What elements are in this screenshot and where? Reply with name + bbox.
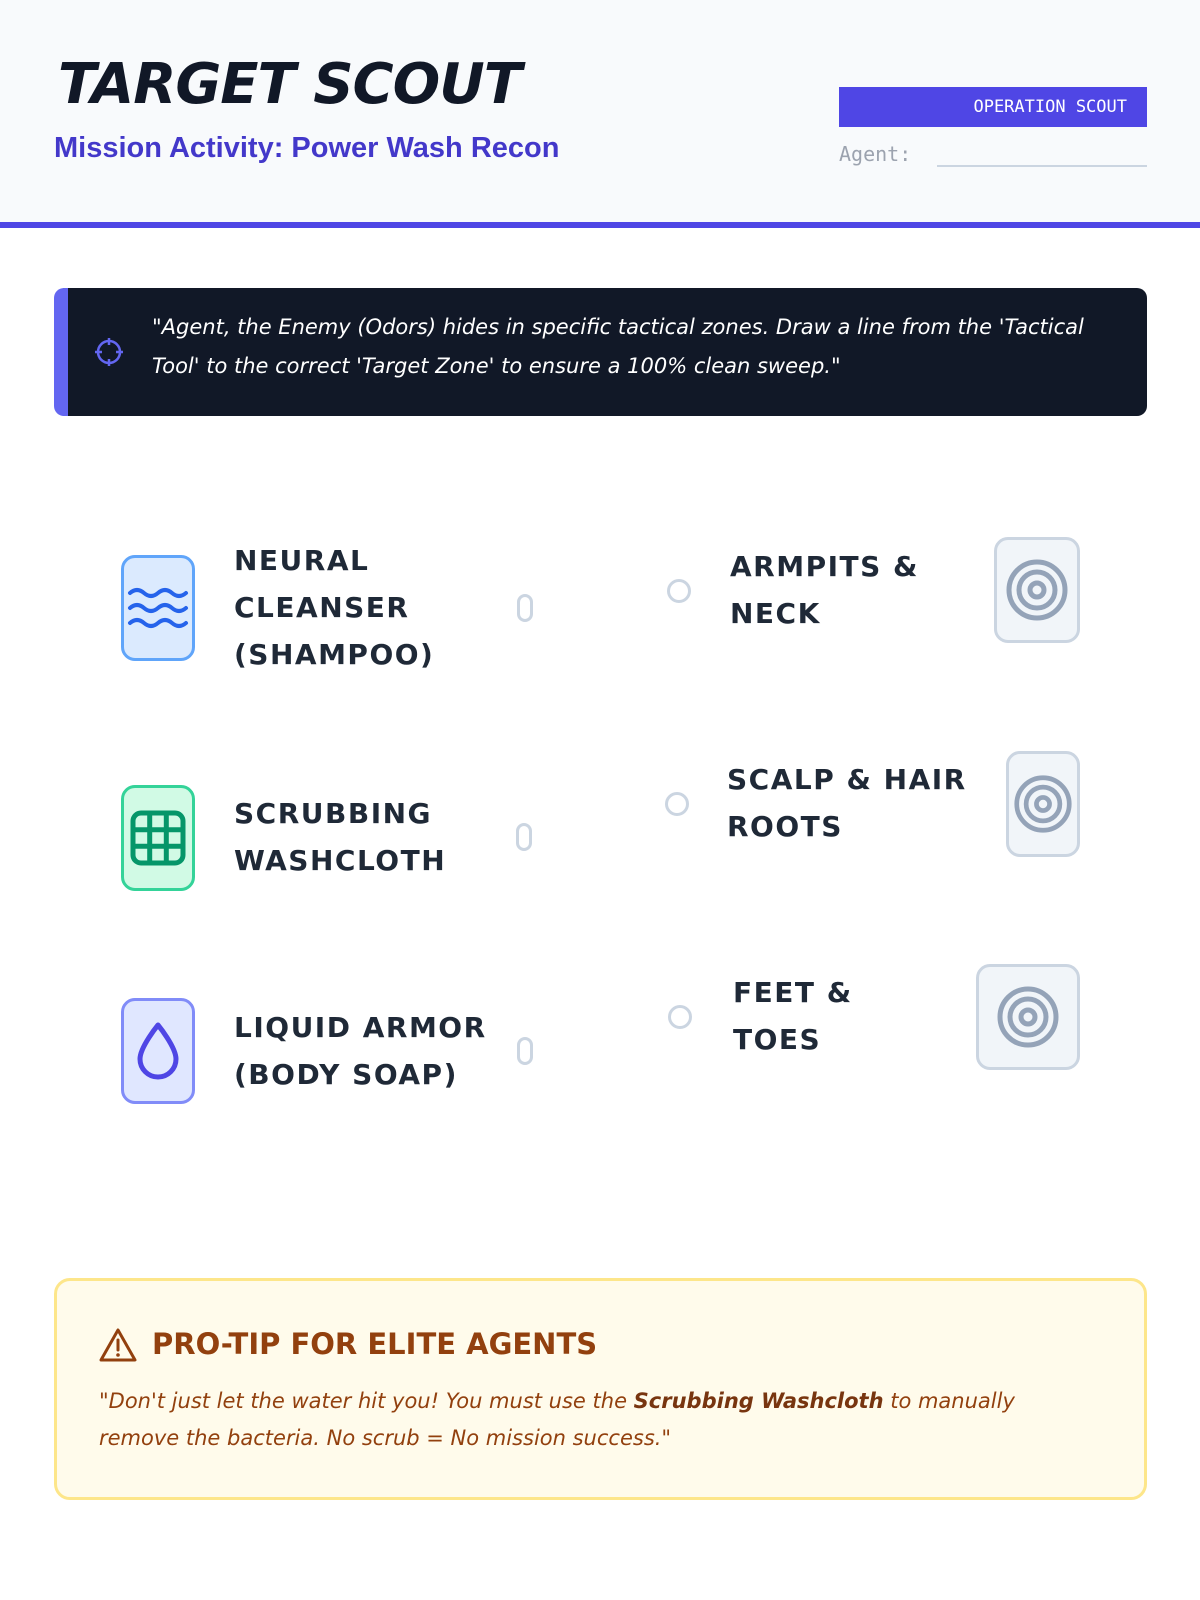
page-subtitle: Mission Activity: Power Wash Recon — [54, 132, 560, 164]
pro-tip-highlight: Scrubbing Washcloth — [633, 1389, 884, 1413]
pro-tip-text-end: to manually remove the bacteria. No scrub = No mission success." — [99, 1389, 1015, 1450]
pro-tip-title: PRO-TIP FOR ELITE AGENTS — [152, 1327, 598, 1361]
agent-field[interactable] — [839, 142, 1147, 170]
pro-tip-text-start: "Don't just let the water hit you! You must use the — [99, 1389, 634, 1413]
zone-connector-dot[interactable] — [668, 1005, 692, 1029]
page-title: TARGET SCOUT — [58, 52, 521, 117]
zone-connector-dot[interactable] — [667, 579, 691, 603]
droplet-icon — [121, 998, 195, 1104]
waves-icon — [121, 555, 195, 661]
target-icon — [1006, 751, 1080, 857]
agent-name-line[interactable] — [937, 165, 1147, 167]
tool-label-body-soap: LIQUID ARMOR (BODY SOAP) — [234, 1011, 487, 1091]
operation-badge: OPERATION SCOUT — [839, 87, 1147, 127]
tool-label-washcloth: SCRUBBING WASHCLOTH — [234, 797, 447, 877]
pro-tip-text — [99, 1383, 1089, 1457]
tool-label-shampoo: NEURAL CLEANSER (SHAMPOO) — [234, 544, 435, 671]
grid-icon — [121, 785, 195, 891]
tool-connector-dot[interactable] — [517, 594, 533, 622]
tool-connector-dot[interactable] — [517, 1037, 533, 1065]
crosshair-icon — [94, 337, 124, 367]
tool-connector-dot[interactable] — [516, 823, 532, 851]
pro-tip-box — [54, 1278, 1147, 1500]
target-icon — [976, 964, 1080, 1070]
target-icon — [994, 537, 1080, 643]
header — [0, 0, 1200, 228]
warning-icon — [99, 1327, 137, 1363]
zone-label-scalp: SCALP & HAIR ROOTS — [727, 763, 967, 843]
zone-label-feet: FEET & TOES — [733, 976, 853, 1056]
agent-label: Agent: — [839, 142, 912, 166]
zone-label-armpits: ARMPITS & NECK — [730, 550, 919, 630]
zone-connector-dot[interactable] — [665, 792, 689, 816]
briefing-text: "Agent, the Enemy (Odors) hides in specific tactical zones. Draw a line from the 'Tactical Tool' to the correct 'Target Zone' to ensure a 100% clean sweep." — [152, 315, 1084, 378]
mission-briefing — [54, 288, 1147, 416]
